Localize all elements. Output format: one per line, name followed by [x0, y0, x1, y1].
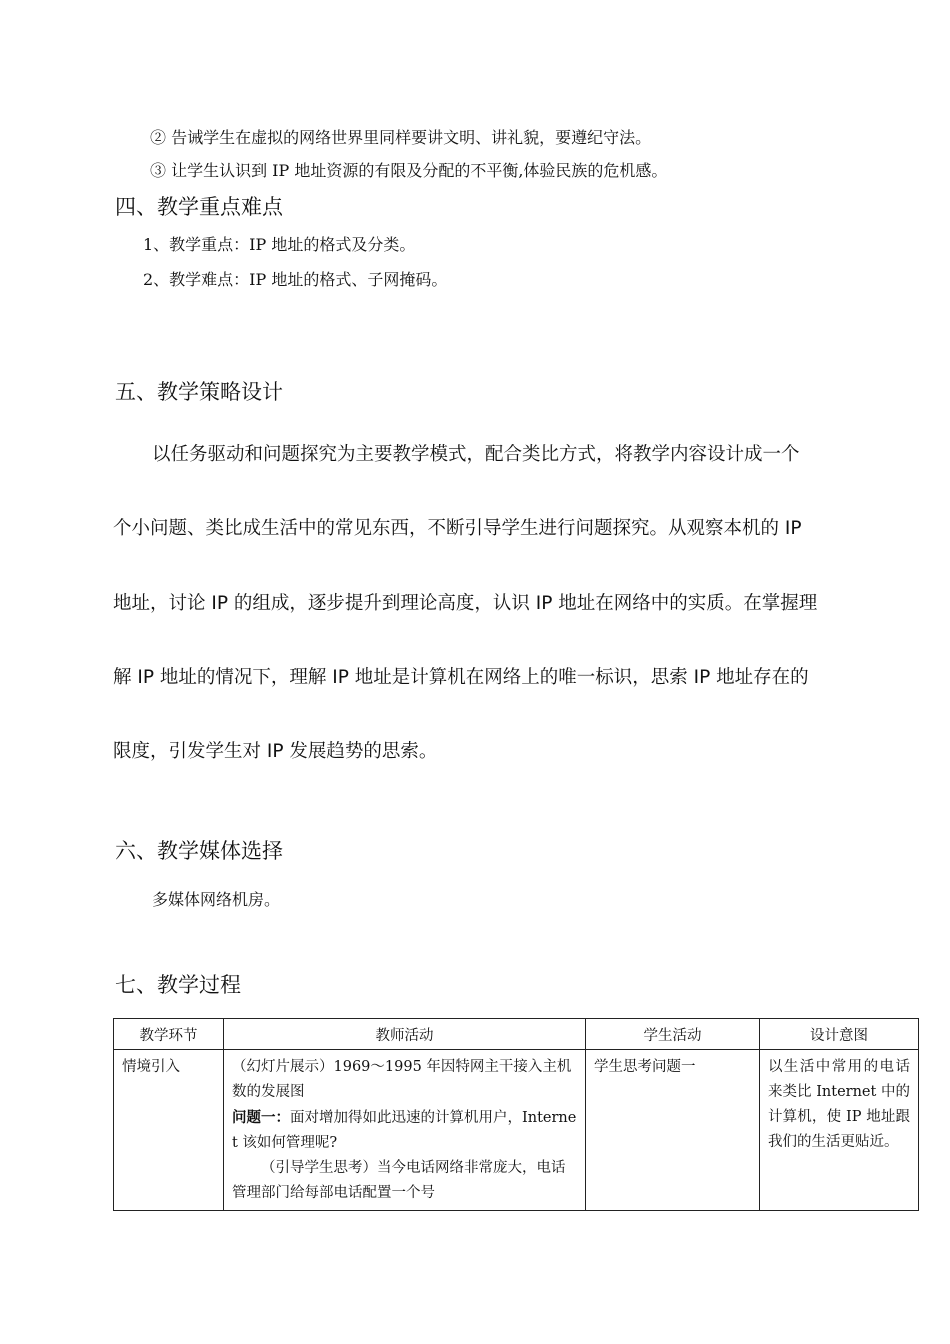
cell-student-activity: 学生思考问题一: [586, 1050, 760, 1211]
section-7-heading: 七、教学过程: [115, 973, 241, 997]
strategy-paragraph-line-3: 地址，讨论 IP 的组成，逐步提升到理论高度，认识 IP 地址在网络中的实质。在掌握理: [113, 593, 818, 614]
media-text: 多媒体网络机房。: [152, 890, 281, 909]
header-design-intent: 设计意图: [760, 1019, 919, 1050]
key-point-item: 1、教学重点：IP 地址的格式及分类。: [143, 235, 416, 254]
cell-design-intent: 以生活中常用的电话来类比 Internet 中的计算机，使 IP 地址跟我们的生活更贴近。: [760, 1050, 919, 1211]
teacher-question-1: [232, 1105, 577, 1156]
cell-teacher-activity: [224, 1050, 586, 1211]
strategy-paragraph-line-4: 解 IP 地址的情况下，理解 IP 地址是计算机在网络上的唯一标识，思索 IP 地址存在的: [113, 667, 809, 688]
teacher-guide-text: （引导学生思考）当今电话网络非常庞大，电话管理部门给每部电话配置一个号: [232, 1160, 566, 1201]
header-teacher-activity: 教师活动: [224, 1019, 586, 1050]
strategy-paragraph-line-1: 以任务驱动和问题探究为主要教学模式，配合类比方式，将教学内容设计成一个: [152, 444, 800, 465]
header-student-activity: 学生活动: [586, 1019, 760, 1050]
objective-item-3: ③ 让学生认识到 IP 地址资源的有限及分配的不平衡,体验民族的危机感。: [150, 161, 668, 180]
strategy-paragraph-line-2: 个小问题、类比成生活中的常见东西，不断引导学生进行问题探究。从观察本机的 IP: [113, 518, 802, 539]
objective-item-2: ② 告诫学生在虚拟的网络世界里同样要讲文明、讲礼貌，要遵纪守法。: [150, 128, 652, 147]
section-4-heading: 四、教学重点难点: [115, 195, 283, 219]
cell-stage: 情境引入: [114, 1050, 224, 1211]
table-header-row: [114, 1019, 919, 1050]
strategy-paragraph-line-5: 限度，引发学生对 IP 发展趋势的思索。: [113, 741, 438, 762]
section-5-heading: 五、教学策略设计: [115, 380, 283, 404]
header-stage: 教学环节: [114, 1019, 224, 1050]
question-label: 问题一：: [232, 1109, 290, 1126]
table-row: [114, 1050, 919, 1211]
teaching-process-table: [113, 1018, 919, 1211]
section-6-heading: 六、教学媒体选择: [115, 839, 283, 863]
teacher-slide-text: （幻灯片展示）1969～1995 年因特网主干接入主机数的发展图: [232, 1059, 572, 1100]
question-text: 面对增加得如此迅速的计算机用户，Internet 该如何管理呢?: [232, 1110, 577, 1151]
difficult-point-item: 2、教学难点：IP 地址的格式、子网掩码。: [143, 270, 448, 289]
